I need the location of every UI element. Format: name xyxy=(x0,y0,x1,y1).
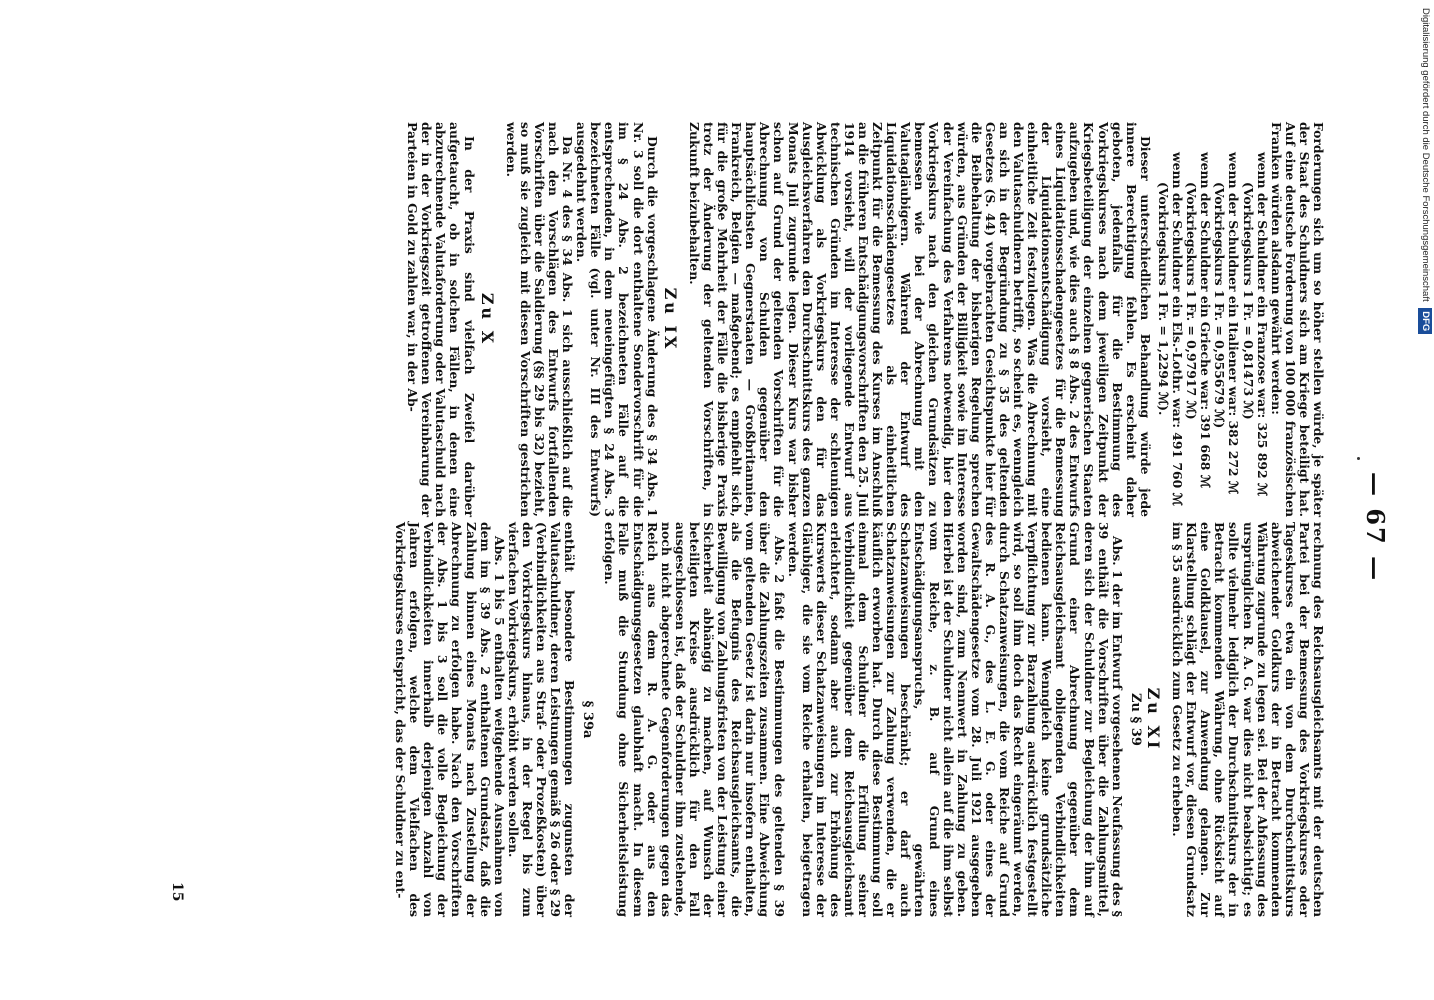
paragraph: rechnung des Reichsausgleichsamts mit der deutschen Partei bei der Bemessung des Vorkriegskurses oder Tageskurses etwa ein von dem Durchschnittskurs abweichender Goldkurs der in Betracht kommenden Währung zugrunde zu legen sei. Bei der Abfassung des ursprünglichen R. A. G. war dies nicht beabsichtigt; es sollte vielmehr lediglich der Durchschnittskurs der in Betracht kommenden Währung, ohne Rücksicht auf eine Goldklausel, zur Anwendung gelangen. Zur Klarstellung schlägt der Entwurf vor, diesen Grundsatz im § 35 ausdrücklich zum Gesetz zu erheben. xyxy=(1170,522,1326,917)
paragraph: enthält besondere Bestimmungen zugunsten der Valutaschuldner, deren Leistungen gemäß § 26 oder § 29 (Verbindlichkeiten aus Straf- oder Prozeßkosten) über den Vorkriegskurs hinaus, in der Regel bis zum vierfachen Vorkriegskurs, erhöht werden sollen. xyxy=(505,522,578,917)
paragraph: In der Praxis sind vielfach Zweifel darüber aufgetaucht, ob in solchen Fällen, in denen eine abzurechnende Valutaforderung oder Valutaschuld nach der in der Vorkriegszeit getroffenen Vereinbarung der Parteien in Gold zu zahlen war, in der Ab- xyxy=(405,122,477,517)
section-heading: Zu XI xyxy=(1143,687,1163,752)
paragraph: Abs. 1 der im Entwurf vorgesehenen Neufassung des § 39 enthält die Vorschriften über die Zahlungsmittel, deren sich der Schuldner zur Begleichung der ihm auf Grund einer Abrechnung gegenüber dem Reichsausgleichsamt obliegenden Verbindlichkeiten bedienen kann. Wenngleich keine grundsätzliche Verpflichtung zur Barzahlung ausdrücklich festgestellt wird, so soll ihm doch das Recht eingeräumt werden, durch Schatzanweisungen, die vom Reiche auf Grund des R. A. G., des L. E. G. oder eines der Gewaltschädengesetze vom 28. Juli 1921 ausgegeben worden sind, zum Nennwert in Zahlung zu geben. Hierbei ist der Schuldner nicht allein auf die ihm selbst vom Reiche, z. B. auf Grund eines Entschädigungsanspruchs, gewährten Schatzanweisungen beschränkt; er darf auch Schatzanweisungen zur Zahlung verwenden, die er käuflich erworben hat. Durch diese Bestimmung soll einmal dem Schuldner die Erfüllung seiner Verbindlichkeit gegenüber dem Reichsausgleichsamt erleichtert, sodann aber auch zur Erhöhung des Kurswerts dieser Schatzanweisungen im Interesse der Gläubiger, die sie vom Reiche erhalten, beigetragen werden. xyxy=(785,522,1125,917)
left-column xyxy=(405,122,1325,517)
page-content xyxy=(110,2,1420,998)
subsection-heading: Zu § 39 xyxy=(1127,693,1143,746)
rate-note: (Vorkriegskurs 1 Fr. = 1,2294 ℳ). xyxy=(1155,182,1171,416)
paragraph: Forderungen sich um so höher stellen würde, je später der Staat des Schuldners sich am Kriege beteiligt hat. Auf eine deutsche Forderung von 100 000 französischen Franken würden alsdann gewährt werden: xyxy=(1268,122,1326,517)
digitization-sidebar xyxy=(1418,8,1432,992)
rate-line: wenn der Schuldner ein Grieche war: 391 668 ℳ xyxy=(1198,152,1214,488)
rotated-page xyxy=(110,2,1420,998)
footer-page-number: 15 xyxy=(169,882,185,902)
paragraph: Durch die vorgeschlagene Änderung des § 34 Abs. 1 Nr. 3 soll die dort enthaltene Sondervorschrift für die im § 24 Abs. 2 bezeichneten Fälle auf die entsprechenden, in dem neueingefügten § 24 Abs. 3 bezeichneten Fälle (vgl. unter Nr. III des Entwurfs) ausgedehnt werden. xyxy=(574,122,660,517)
rate-note: (Vorkriegskurs 1 Fr. = 0,955679 ℳ) xyxy=(1212,182,1228,429)
dfg-logo: DFG xyxy=(1418,308,1432,334)
paragraph: Dieser unterschiedlichen Behandlung würde jede innere Berechtigung fehlen. Es erscheint daher geboten, jedenfalls für die Bestimmung des Vorkriegskurses nach dem jeweiligen Zeitpunkt der Kriegsbeteiligung der einzelnen gegnerischen Staaten aufzugeben und, wie dies auch § 8 Abs. 2 des Entwurfs eines Liquidationsschadengesetzes für die Bemessung der Liquidationsentschädigung vorsieht, eine einheitliche Zeit festzulegen. Was die Abrechnung mit den Valutaschuldnern betrifft, so scheint es, wenngleich an sich in der Begründung zu § 35 des geltenden Gesetzes (S. 44) vorgebrachten Gesichtspunkte hier für die Beibehaltung der bisherigen Regelung sprechen würden, aus Gründen der Billigkeit sowie im Interesse der Vereinfachung des Verfahrens notwendig, hier den Vorkriegskurs nach den gleichen Grundsätzen zu bemessen wie bei der Abrechnung mit den Valutagläubigern. Während der Entwurf des Liquidationsschädengesetzes als einheitlichen Zeitpunkt für die Bemessung des Kurses im Anschluß an die früheren Entschädigungsvorschriften den 25. Juli 1914 vorsieht, will der vorliegende Entwurf aus technischen Gründen im Interesse der schleunigen Abwicklung als Vorkriegskurs den für das Ausgleichsverfahren den Durchschnittskurs des ganzen Monats Juli zugrunde legen. Dieser Kurs war bisher schon auf Grund der geltenden Vorschriften für die Abrechnung von Schulden gegenüber den hauptsächlichsten Gegnerstaaten — Großbritannien, Frankreich, Belgien — maßgebend; es empfiehlt sich, für die große Mehrheit der Fälle die bisherige Praxis trotz der Änderung der geltenden Vorschriften, in Zukunft beizubehalten. xyxy=(686,122,1153,517)
right-column xyxy=(393,522,1325,917)
ink-speck xyxy=(1357,457,1360,460)
rate-line: wenn der Schuldner ein Italiener war: 382 272 ℳ xyxy=(1226,152,1242,495)
section-heading: Zu IX xyxy=(660,287,680,352)
paragraph: Abs. 2 faßt die Bestimmungen des geltenden § 39 über die Zahlungszeiten zusammen. Eine Abweichung vom geltenden Gesetz ist darin nur insofern enthalten, als die Befugnis des Reichsausgleichsamts, die Bewilligung von Zahlungsfristen von der Leistung einer Sicherheit abhängig zu machen, auf Wunsch der beteiligten Kreise ausdrücklich für den Fall ausgeschlossen ist, daß der Schuldner ihm zustehende, noch nicht abgerechnete Gegenforderungen gegen das Reich aus dem R. A. G. oder aus den Entschädigungsgesetzen glaubhaft macht. In diesem Falle muß die Stundung ohne Sicherheitsleistung erfolgen. xyxy=(602,522,787,917)
subsection-heading: § 39a xyxy=(580,700,596,739)
section-heading: Zu X xyxy=(477,292,497,347)
page-number: — 67 — xyxy=(1361,472,1390,583)
rate-note: (Vorkriegskurs 1 Fr. = 0,97917 ℳ) xyxy=(1184,182,1200,420)
rate-line: wenn der Schuldner ein Els.-Lothr. war: 491 760 ℳ xyxy=(1170,152,1186,506)
rate-line: wenn der Schuldner ein Franzose war: 325 892 ℳ xyxy=(1254,152,1270,497)
paragraph: Da Nr. 4 des § 34 Abs. 1 sich ausschließlich auf die nach den Vorschlägen des Entwurfs fortfallenden Vorschriften über die Saldierung (§§ 29 bis 32) bezieht, so muß sie zugleich mit diesen Vorschriften gestrichen werden. xyxy=(503,122,576,517)
paragraph: Abs. 1 bis 5 enthalten weitgehende Ausnahmen von dem im § 39 Abs. 2 enthaltenen Grundsatz, daß die Zahlung binnen eines Monats nach Zustellung der Abrechnung zu erfolgen habe. Nach den Vorschriften der Abs. 1 bis 3 soll die volle Begleichung der Verbindlichkeiten innerhalb derjenigen Anzahl von Jahren erfolgen, welche dem Vielfachen des Vorkriegskurses entspricht, das der Schuldner zu ent- xyxy=(393,522,507,917)
digitization-credit: Digitalisierung gefördert durch die Deutsche Forschungsgemeinschaft xyxy=(1420,8,1431,302)
rate-note: (Vorkriegskurs 1 Fr. = 0,81473 ℳ) xyxy=(1240,182,1256,420)
